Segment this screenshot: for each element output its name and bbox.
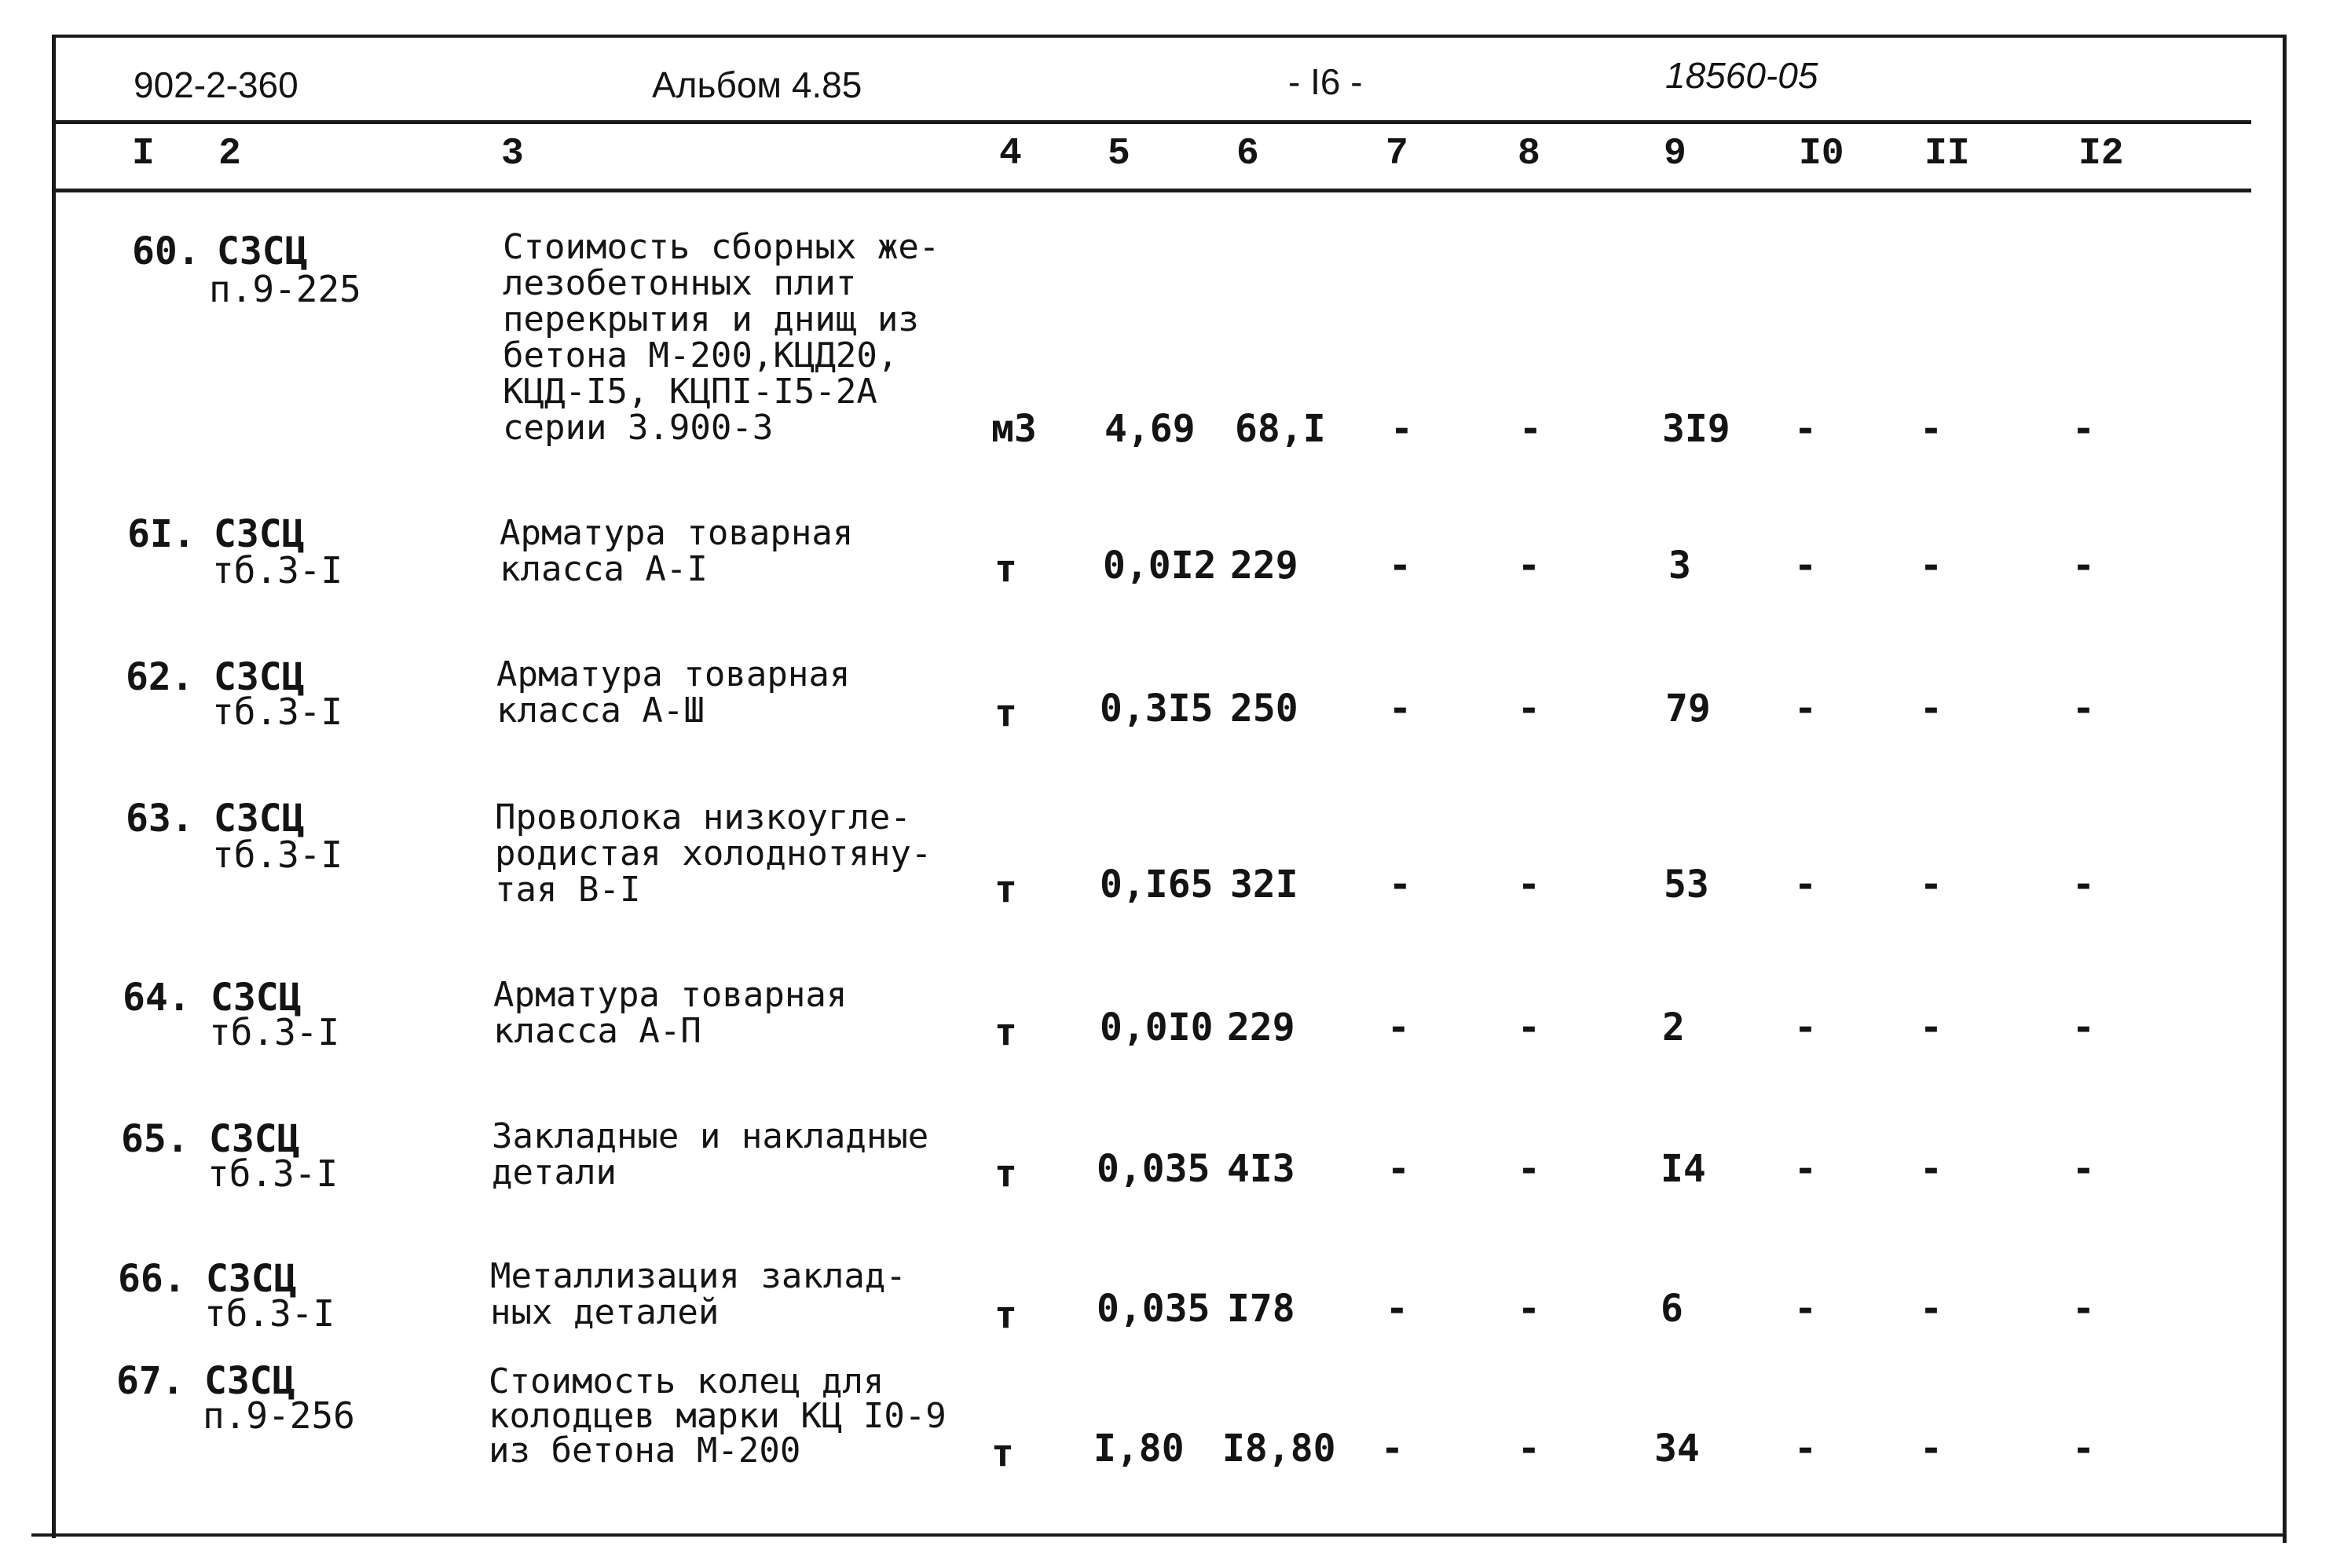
unit-price-cell: 250 — [1230, 687, 1298, 731]
col7-cell: - — [1386, 1287, 1408, 1331]
col8-cell: - — [1518, 1427, 1540, 1471]
col10-cell: - — [1794, 1427, 1817, 1471]
handwritten-number: 18560-05 — [1665, 55, 1818, 96]
col12-cell: - — [2072, 863, 2095, 907]
unit-cell: т — [994, 1152, 1017, 1196]
col8-cell: - — [1518, 1147, 1540, 1191]
total-cell: 79 — [1665, 687, 1711, 731]
col8-cell: - — [1518, 687, 1540, 731]
description-line: Арматура товарная — [496, 654, 851, 694]
description-line: класса А-I — [500, 549, 708, 589]
unit-cell: т — [991, 1431, 1014, 1475]
total-cell: 34 — [1654, 1427, 1700, 1471]
col11-cell: - — [1920, 1427, 1943, 1471]
description-line: колодцев марки КЦ I0-9 — [489, 1396, 947, 1436]
page-frame-left — [52, 38, 56, 1538]
col10-cell: - — [1794, 1147, 1817, 1191]
unit-cell: т — [994, 1293, 1017, 1337]
norm-code-ref: тб.3-I — [209, 1011, 340, 1053]
norm-code: СЗСЦ — [217, 229, 308, 273]
col11-cell: - — [1920, 544, 1943, 588]
col8-cell: - — [1518, 863, 1540, 907]
doc-code: 902-2-360 — [134, 64, 298, 105]
page-frame-top — [52, 35, 2287, 38]
norm-code: СЗСЦ — [211, 976, 302, 1020]
description-line: серии 3.900-3 — [503, 408, 774, 448]
unit-cell: т — [994, 691, 1017, 735]
unit-price-cell: 4I3 — [1227, 1147, 1295, 1191]
norm-code-ref: тб.3-I — [204, 1292, 335, 1335]
description-line: родистая холоднотяну- — [495, 833, 932, 874]
col11-cell: - — [1920, 863, 1943, 907]
norm-code: СЗСЦ — [209, 1117, 300, 1161]
quantity-cell: I,80 — [1093, 1427, 1185, 1471]
quantity-cell: 0,035 — [1097, 1287, 1210, 1331]
description-line: Закладные и накладные — [492, 1116, 929, 1156]
col10-cell: - — [1794, 687, 1817, 731]
norm-code-ref: п.9-256 — [203, 1394, 355, 1437]
col-num-12: I2 — [2078, 133, 2124, 175]
unit-cell: т — [994, 867, 1017, 911]
quantity-cell: 0,I65 — [1100, 863, 1214, 907]
col-num-5: 5 — [1108, 133, 1130, 175]
page-frame-bottom — [31, 1533, 2287, 1537]
row-number: 64. — [123, 976, 191, 1020]
description-line: КЦД-I5, КЦПI-I5-2А — [503, 372, 877, 412]
col7-cell: - — [1381, 1427, 1404, 1471]
unit-price-cell: I78 — [1227, 1287, 1295, 1331]
col-num-6: 6 — [1236, 133, 1259, 175]
col-num-3: 3 — [501, 133, 524, 175]
album-label: Альбом 4.85 — [652, 64, 862, 105]
col7-cell: - — [1387, 1147, 1410, 1191]
norm-code: СЗСЦ — [214, 797, 305, 841]
norm-code-ref: тб.3-I — [212, 549, 343, 592]
unit-price-cell: 229 — [1227, 1006, 1295, 1050]
col8-cell: - — [1519, 407, 1542, 451]
row-number: 66. — [118, 1257, 186, 1301]
norm-code: СЗСЦ — [204, 1359, 295, 1403]
norm-code-ref: тб.3-I — [212, 691, 343, 733]
col-num-11: II — [1924, 133, 1970, 175]
col-num-8: 8 — [1518, 133, 1540, 175]
unit-price-cell: 229 — [1230, 544, 1298, 588]
quantity-cell: 4,69 — [1104, 407, 1196, 451]
unit-price-cell: I8,80 — [1222, 1427, 1336, 1471]
col-num-7: 7 — [1386, 133, 1408, 175]
col10-cell: - — [1794, 407, 1817, 451]
col-num-10: I0 — [1799, 133, 1844, 175]
col10-cell: - — [1794, 863, 1817, 907]
col10-cell: - — [1794, 1006, 1817, 1050]
total-cell: 2 — [1662, 1006, 1685, 1050]
col12-cell: - — [2072, 544, 2095, 588]
total-cell: 3I9 — [1662, 407, 1730, 451]
quantity-cell: 0,0I0 — [1100, 1006, 1214, 1050]
col8-cell: - — [1518, 1287, 1540, 1331]
total-cell: 6 — [1661, 1287, 1683, 1331]
norm-code: СЗСЦ — [214, 655, 305, 699]
unit-cell: т — [994, 1010, 1017, 1054]
column-number-divider — [52, 189, 2251, 192]
description-line: детали — [492, 1152, 617, 1192]
quantity-cell: 0,035 — [1097, 1147, 1210, 1191]
row-number: 67. — [116, 1359, 185, 1403]
col12-cell: - — [2072, 1427, 2095, 1471]
total-cell: 53 — [1664, 863, 1709, 907]
col7-cell: - — [1389, 687, 1412, 731]
col12-cell: - — [2072, 1006, 2095, 1050]
description-line: Стоимость сборных же- — [503, 227, 940, 267]
norm-code-ref: п.9-225 — [209, 268, 361, 310]
col11-cell: - — [1920, 1006, 1943, 1050]
col7-cell: - — [1389, 863, 1412, 907]
norm-code: СЗСЦ — [206, 1257, 297, 1301]
row-number: 62. — [126, 655, 194, 699]
unit-cell: м3 — [991, 407, 1037, 451]
description-line: класса А-П — [493, 1011, 701, 1051]
col10-cell: - — [1794, 544, 1817, 588]
col7-cell: - — [1389, 544, 1412, 588]
col7-cell: - — [1390, 407, 1413, 451]
col11-cell: - — [1920, 687, 1943, 731]
col-num-4: 4 — [999, 133, 1022, 175]
header-divider — [52, 120, 2251, 124]
total-cell: I4 — [1661, 1147, 1706, 1191]
description-line: из бетона М-200 — [489, 1431, 801, 1471]
description-line: бетона М-200,КЦД20, — [503, 335, 899, 376]
row-number: 6I. — [127, 512, 196, 556]
unit-price-cell: 32I — [1230, 863, 1298, 907]
unit-price-cell: 68,I — [1235, 407, 1326, 451]
norm-code: СЗСЦ — [214, 512, 305, 556]
description-line: Металлизация заклад- — [490, 1256, 906, 1296]
col10-cell: - — [1794, 1287, 1817, 1331]
col12-cell: - — [2072, 407, 2095, 451]
col12-cell: - — [2072, 1147, 2095, 1191]
description-line: ных деталей — [490, 1292, 720, 1332]
description-line: тая В-I — [495, 870, 641, 910]
page-frame-right — [2283, 35, 2287, 1543]
unit-cell: т — [994, 547, 1017, 591]
col12-cell: - — [2072, 1287, 2095, 1331]
description-line: Арматура товарная — [493, 975, 848, 1015]
row-number: 60. — [132, 229, 200, 273]
description-line: лезобетонных плит — [503, 263, 857, 303]
page-number: - I6 - — [1288, 61, 1363, 102]
norm-code-ref: тб.3-I — [212, 833, 343, 876]
quantity-cell: 0,0I2 — [1103, 544, 1217, 588]
description-line: перекрытия и днищ из — [503, 299, 919, 339]
col11-cell: - — [1920, 407, 1943, 451]
total-cell: 3 — [1668, 544, 1691, 588]
description-line: Проволока низкоугле- — [495, 797, 911, 837]
col8-cell: - — [1518, 1006, 1540, 1050]
norm-code-ref: тб.3-I — [207, 1152, 339, 1195]
description-line: класса А-Ш — [496, 691, 705, 731]
col12-cell: - — [2072, 687, 2095, 731]
col-num-9: 9 — [1664, 133, 1686, 175]
col11-cell: - — [1920, 1147, 1943, 1191]
description-line: Арматура товарная — [500, 513, 854, 553]
col-num-1: I — [132, 133, 155, 175]
row-number: 63. — [126, 797, 194, 841]
description-line: Стоимость колец для — [489, 1361, 884, 1401]
col8-cell: - — [1518, 544, 1540, 588]
col7-cell: - — [1387, 1006, 1410, 1050]
col11-cell: - — [1920, 1287, 1943, 1331]
row-number: 65. — [121, 1117, 189, 1161]
col-num-2: 2 — [218, 133, 241, 175]
quantity-cell: 0,3I5 — [1100, 687, 1214, 731]
